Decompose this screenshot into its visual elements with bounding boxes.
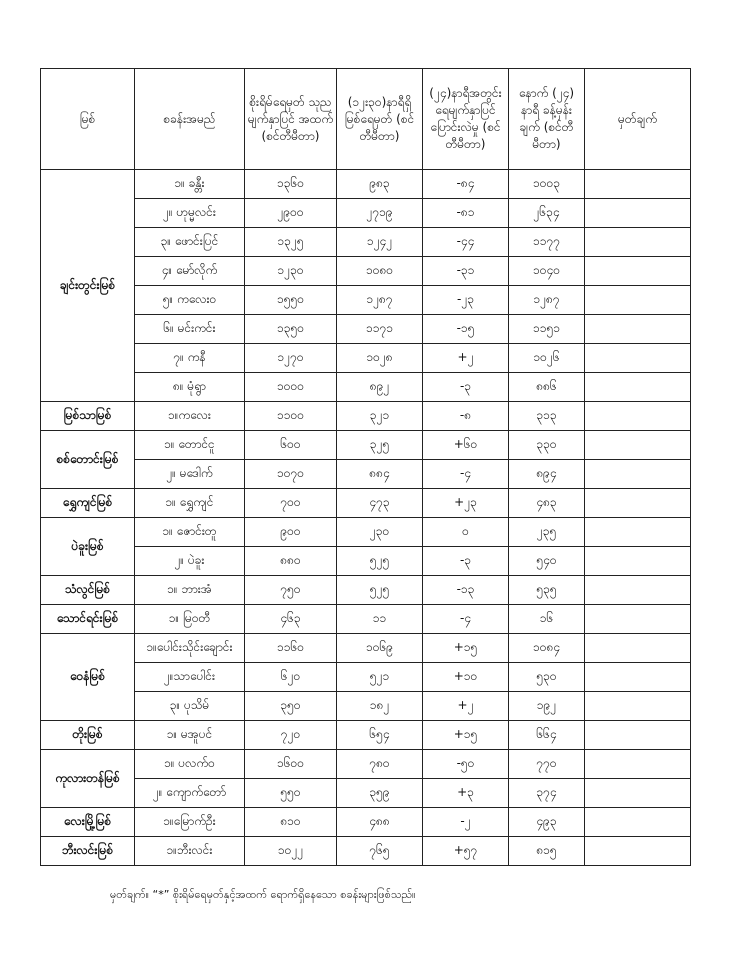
river-name: မြစ်သာမြစ်: [41, 402, 135, 431]
station-name: ၁။မြောက်ဦး: [135, 808, 245, 837]
danger-level: ၁၃၆၀: [245, 170, 337, 199]
remark: [585, 460, 691, 489]
station-name: ၁။ ဘားအံ: [135, 576, 245, 605]
forecast-level: ၁၆: [509, 605, 585, 634]
station-name: ၂။သာပေါင်း: [135, 663, 245, 692]
river-name: ဘီးလင်းမြစ်: [41, 837, 135, 866]
station-name: ၁။ ဇောင်းတူ: [135, 518, 245, 547]
station-name: ၂။ ပဲခူး: [135, 547, 245, 576]
level-change: -၂: [423, 808, 509, 837]
danger-level: ၃၅၀: [245, 692, 337, 721]
header-change-24h: (၂၄)နာရီအတွင်း ရေမျက်နှာပြင် ပြောင်းလဲမှု (စင်တီမီတာ): [423, 69, 509, 170]
danger-level: ၁၆၀၀: [245, 750, 337, 779]
level-change: +၂: [423, 344, 509, 373]
river-name: ကုလားတန်မြစ်: [41, 750, 135, 808]
river-name: သံလွင်မြစ်: [41, 576, 135, 605]
river-name: ပဲခူးမြစ်: [41, 518, 135, 576]
current-level: ၅၂၅: [337, 547, 423, 576]
river-name: တိုးမြစ်: [41, 721, 135, 750]
table-row: [41, 286, 691, 315]
level-change: +၂၃: [423, 489, 509, 518]
table-row: [41, 170, 691, 199]
forecast-level: ၃၃၀: [509, 431, 585, 460]
danger-level: ၁၂၃၀: [245, 257, 337, 286]
level-change: -၁၅: [423, 315, 509, 344]
danger-level: ၁၃၅၀: [245, 315, 337, 344]
table-row: [41, 489, 691, 518]
table-row: [41, 344, 691, 373]
remark: [585, 576, 691, 605]
current-level: ၁၁: [337, 605, 423, 634]
forecast-level: ၈၈၆: [509, 373, 585, 402]
remark: [585, 489, 691, 518]
remark: [585, 199, 691, 228]
current-level: ၁၂၄၂: [337, 228, 423, 257]
station-name: ၁။ကလေး: [135, 402, 245, 431]
forecast-level: ၁၀၂၆: [509, 344, 585, 373]
station-name: ၁။ပေါင်းသိုင်းချောင်း: [135, 634, 245, 663]
station-name: ၇။ ကနီ: [135, 344, 245, 373]
level-change: -၈၁: [423, 199, 509, 228]
remark: [585, 692, 691, 721]
forecast-level: ၇၇၀: [509, 750, 585, 779]
level-change: ၀: [423, 518, 509, 547]
header-remarks: မှတ်ချက်: [585, 69, 691, 170]
danger-level: ၁၀၇၀: [245, 460, 337, 489]
table-row: [41, 808, 691, 837]
forecast-level: ၆၆၄: [509, 721, 585, 750]
current-level: ၇၈၀: [337, 750, 423, 779]
station-name: ၄။ မော်လိုက်: [135, 257, 245, 286]
remark: [585, 257, 691, 286]
table-row: [41, 692, 691, 721]
current-level: ၉၈၃: [337, 170, 423, 199]
station-name: ၁။ ရွှေကျင်: [135, 489, 245, 518]
forecast-level: ၂၃၅: [509, 518, 585, 547]
level-change: -၄၄: [423, 228, 509, 257]
river-name: သောင်ရင်းမြစ်: [41, 605, 135, 634]
current-level: ၁၀၈၀: [337, 257, 423, 286]
table-row: [41, 750, 691, 779]
forecast-level: ၅၃၀: [509, 663, 585, 692]
forecast-level: ၁၀၄၀: [509, 257, 585, 286]
remark: [585, 663, 691, 692]
level-change: -၄: [423, 605, 509, 634]
station-name: ၁။ ပလက်ဝ: [135, 750, 245, 779]
remark: [585, 170, 691, 199]
level-change: +၆၀: [423, 431, 509, 460]
level-change: +၂: [423, 692, 509, 721]
table-row: [41, 431, 691, 460]
footnote: မှတ်ချက်။ “*” စိုးရိမ်ရေမှတ်နှင့်အထက် ရောက်ရှိနေသော စခန်းများဖြစ်သည်။: [110, 888, 416, 901]
danger-level: ၁၁၆၀: [245, 634, 337, 663]
level-change: -၈: [423, 402, 509, 431]
header-current-level: (၁၂း၃၀)နာရီရှိ မြစ်ရေမှတ် (စင်တီမီတာ): [337, 69, 423, 170]
forecast-level: ၄၉၃: [509, 808, 585, 837]
current-level: ၇၆၅: [337, 837, 423, 866]
danger-level: ၁၀၂၂: [245, 837, 337, 866]
table-row: [41, 605, 691, 634]
river-name: ရွှေကျင်မြစ်: [41, 489, 135, 518]
station-name: ၁။ ခန္တီး: [135, 170, 245, 199]
level-change: -၄: [423, 460, 509, 489]
forecast-level: ၃၇၄: [509, 779, 585, 808]
level-change: -၃: [423, 373, 509, 402]
level-change: +၃: [423, 779, 509, 808]
remark: [585, 286, 691, 315]
forecast-level: ၈၉၄: [509, 460, 585, 489]
river-name: လေးမြို့မြစ်: [41, 808, 135, 837]
danger-level: ၈၁၀: [245, 808, 337, 837]
current-level: ၃၂၁: [337, 402, 423, 431]
header-danger-level: စိုးရိမ်ရေမှတ် သုညမျက်နှာပြင် အထက် (စင်တီမီတာ): [245, 69, 337, 170]
table-row: [41, 373, 691, 402]
danger-level: ၇၀၀: [245, 489, 337, 518]
forecast-level: ၃၁၃: [509, 402, 585, 431]
danger-level: ၁၂၇၀: [245, 344, 337, 373]
table-row: [41, 518, 691, 547]
header-river: မြစ်: [41, 69, 135, 170]
current-level: ၄၇၃: [337, 489, 423, 518]
danger-level: ၆၀၀: [245, 431, 337, 460]
level-change: +၁၅: [423, 634, 509, 663]
danger-level: ၁၀၀၀: [245, 373, 337, 402]
current-level: ၄၈၈: [337, 808, 423, 837]
forecast-level: ၁၂၈၇: [509, 286, 585, 315]
station-name: ၁။ဘီးလင်း: [135, 837, 245, 866]
current-level: ၁၈၂: [337, 692, 423, 721]
station-name: ၂။ မဒေါက်: [135, 460, 245, 489]
forecast-level: ၁၀၀၃: [509, 170, 585, 199]
table-row: [41, 199, 691, 228]
current-level: ၁၁၇၁: [337, 315, 423, 344]
forecast-level: ၁၁၇၇: [509, 228, 585, 257]
level-change: -၁၃: [423, 576, 509, 605]
danger-level: ၈၈၀: [245, 547, 337, 576]
remark: [585, 808, 691, 837]
remark: [585, 344, 691, 373]
remark: [585, 721, 691, 750]
current-level: ၃၂၅: [337, 431, 423, 460]
forecast-level: ၁၀၈၄: [509, 634, 585, 663]
danger-level: ၄၆၃: [245, 605, 337, 634]
forecast-level: ၁၉၂: [509, 692, 585, 721]
station-name: ၃။ ဖောင်းပြင်: [135, 228, 245, 257]
current-level: ၁၀၆၉: [337, 634, 423, 663]
table-row: [41, 663, 691, 692]
river-name: စစ်တောင်းမြစ်: [41, 431, 135, 489]
station-name: ၂။ ကျောက်တော်: [135, 779, 245, 808]
station-name: ၂။ ဟုမ္မလင်း: [135, 199, 245, 228]
station-name: ၁။ တောင်ငူ: [135, 431, 245, 460]
river-name: ဝေနံမြစ်: [41, 634, 135, 721]
table-row: [41, 634, 691, 663]
danger-level: ၆၂၀: [245, 663, 337, 692]
danger-level: ၅၅၀: [245, 779, 337, 808]
danger-level: ၁၅၅၀: [245, 286, 337, 315]
current-level: ၆၅၄: [337, 721, 423, 750]
station-name: ၁။ မအူပင်: [135, 721, 245, 750]
current-level: ၃၅၉: [337, 779, 423, 808]
danger-level: ၂၉၀၀: [245, 199, 337, 228]
remark: [585, 228, 691, 257]
level-change: -၃: [423, 547, 509, 576]
table-row: [41, 315, 691, 344]
current-level: ၈၈၄: [337, 460, 423, 489]
remark: [585, 547, 691, 576]
table-row: [41, 576, 691, 605]
station-name: ၆။ မင်းကင်း: [135, 315, 245, 344]
forecast-level: ၅၃၅: [509, 576, 585, 605]
level-change: -၃၁: [423, 257, 509, 286]
current-level: ၁၀၂၈: [337, 344, 423, 373]
table-row: [41, 547, 691, 576]
river-name: ချင်းတွင်းမြစ်: [41, 170, 135, 402]
remark: [585, 373, 691, 402]
danger-level: ၉၀၀: [245, 518, 337, 547]
remark: [585, 634, 691, 663]
danger-level: ၇၅၀: [245, 576, 337, 605]
current-level: ၅၂၅: [337, 576, 423, 605]
danger-level: ၁၃၂၅: [245, 228, 337, 257]
remark: [585, 837, 691, 866]
current-level: ၅၂၁: [337, 663, 423, 692]
remark: [585, 431, 691, 460]
table-row: [41, 460, 691, 489]
table-row: [41, 837, 691, 866]
forecast-level: ၄၈၃: [509, 489, 585, 518]
table-row: [41, 402, 691, 431]
current-level: ၂၃၀: [337, 518, 423, 547]
current-level: ၈၉၂: [337, 373, 423, 402]
remark: [585, 315, 691, 344]
remark: [585, 402, 691, 431]
table-body: [41, 170, 691, 866]
remark: [585, 779, 691, 808]
station-name: ၃။ ပုသိမ်: [135, 692, 245, 721]
current-level: ၁၂၈၇: [337, 286, 423, 315]
header-forecast-24h: နောက် (၂၄) နာရီ ခန့်မှန်းချက် (စင်တီမီတာ): [509, 69, 585, 170]
level-change: +၅၇: [423, 837, 509, 866]
remark: [585, 750, 691, 779]
forecast-level: ၁၁၅၁: [509, 315, 585, 344]
forecast-level: ၈၁၅: [509, 837, 585, 866]
danger-level: ၇၂၀: [245, 721, 337, 750]
header-row: [41, 69, 691, 170]
station-name: ၁။ မြဝတီ: [135, 605, 245, 634]
level-change: +၁၀: [423, 663, 509, 692]
level-change: -၅၀: [423, 750, 509, 779]
table-row: [41, 721, 691, 750]
header-station: စခန်းအမည်: [135, 69, 245, 170]
station-name: ၈။ မုံရွာ: [135, 373, 245, 402]
level-change: -၈၄: [423, 170, 509, 199]
water-level-table: [40, 68, 691, 866]
level-change: +၁၅: [423, 721, 509, 750]
current-level: ၂၇၁၉: [337, 199, 423, 228]
table-row: [41, 228, 691, 257]
danger-level: ၁၁၀၀: [245, 402, 337, 431]
table-row: [41, 779, 691, 808]
station-name: ၅။ ကလေးဝ: [135, 286, 245, 315]
forecast-level: ၅၄၀: [509, 547, 585, 576]
forecast-level: ၂၆၃၄: [509, 199, 585, 228]
remark: [585, 518, 691, 547]
remark: [585, 605, 691, 634]
table-row: [41, 257, 691, 286]
level-change: -၂၃: [423, 286, 509, 315]
